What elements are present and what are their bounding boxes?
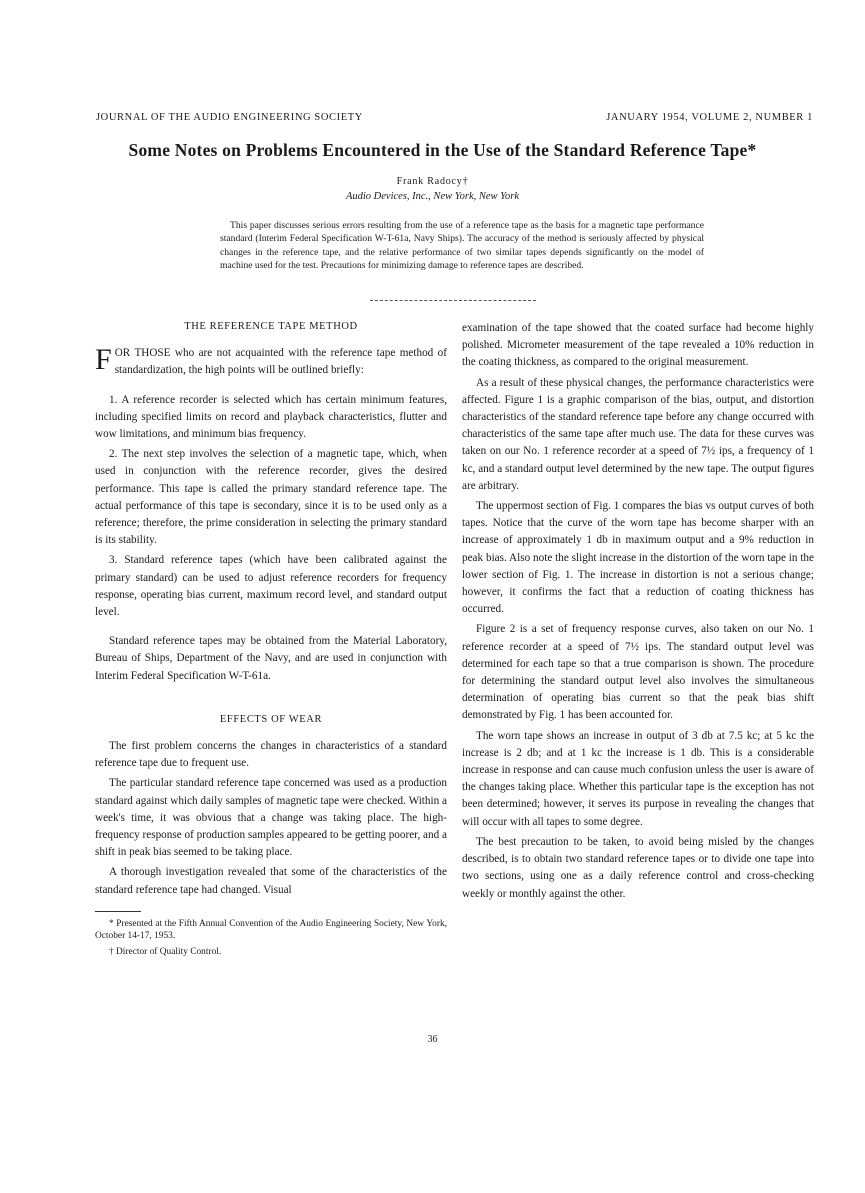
article-title: Some Notes on Problems Encountered in the Use of the Standard Reference Tape* <box>128 140 757 160</box>
right-column <box>462 320 814 906</box>
footnote-author: † Director of Quality Control. <box>109 946 222 957</box>
abstract: This paper discusses serious errors resulting from the use of a reference tape as the basis for a magnetic tape performance standard (Interim Federal Specification W-T-61a, Navy Ships). The accuracy of the method is seriously affected by physical changes in the reference tape, and the relative performance of two similar tapes depends significantly on the model of machine used for the test. Precautions for minimizing damage to reference tapes are described. <box>220 220 704 272</box>
body-paragraph: The first problem concerns the changes in characteristics of a standard reference tape due to frequent use. <box>95 740 447 770</box>
body-paragraph: Standard reference tapes may be obtained from the Material Laboratory, Bureau of Ships, Department of the Navy, and are used in conjunction with Interim Federal Specification W-T-61a. <box>95 635 447 682</box>
section-separator <box>370 300 536 302</box>
body-paragraph: Figure 2 is a set of frequency response curves, also taken on our No. 1 reference recorder at a speed of 7½ ips. The standard output level was determined for each tape so that a true comparison is shown. The procedure for determining the standard output level also involves the simultaneous determination of operating bias current so that the peak bias shift demonstrated by Fig. 1 has been accounted for. <box>462 623 814 722</box>
author-affiliation: Audio Devices, Inc., New York, New York <box>345 191 520 202</box>
body-paragraph: As a result of these physical changes, the performance characteristics were affected. Figure 1 is a graphic comparison of the bias, output, and distortion characteristics of the standard reference tape before any change occurred with characteristics of the same tape after much use. The data for these curves was taken on our No. 1 reference recorder at a speed of 7½ ips, a frequency of 1 kc, and a standard output level determined by the new tape. The output figures are arbitrary. <box>462 376 814 492</box>
issue-info: JANUARY 1954, VOLUME 2, NUMBER 1 <box>606 112 813 123</box>
running-head <box>96 112 813 123</box>
page-number: 36 <box>427 1034 438 1045</box>
footnote-presented: * Presented at the Fifth Annual Convention of the Audio Engineering Society, New York, October 14-17, 1953. <box>95 918 447 942</box>
intro-text: OR THOSE who are not acquainted with the reference tape method of standardization, the high points will be outlined briefly: <box>114 347 447 377</box>
list-item-3: 3. Standard reference tapes (which have been calibrated against the primary standard) can be used to adjust reference recorders for frequency response, operating bias current, maximum record level, and standard output level. <box>95 554 447 619</box>
list-item-1: 1. A reference recorder is selected which has certain minimum features, including specified limits on record and playback characteristics, flutter and wow limitations, and minimum bias frequency. <box>95 393 447 441</box>
left-column <box>95 318 447 961</box>
section-heading-effects-of-wear: EFFECTS OF WEAR <box>219 713 323 725</box>
section-heading-reference-tape-method: THE REFERENCE TAPE METHOD <box>184 321 358 332</box>
body-paragraph: The best precaution to be taken, to avoid being misled by the changes described, is to obtain two standard reference tapes or to divide one tape into two sections, using one as a daily reference control and cross-checking weekly or monthly against the other. <box>462 835 814 900</box>
body-paragraph: The uppermost section of Fig. 1 compares the bias vs output curves of both tapes. Notice that the curve of the worn tape has become sharper with an increase of approximately 1 db in maximum output and a 9% reduction in peak bias. Also note the slight increase in the distortion of the worn tape in the lower section of Fig. 1. The increase in distortion is not a serious change; however, it confirms the fact that a reduction of coating thickness has occurred. <box>462 500 814 616</box>
author-name: Frank Radocy† <box>396 176 469 187</box>
body-paragraph: The worn tape shows an increase in output of 3 db at 7.5 kc; at 5 kc the increase is 2 db; and at 1 kc the increase is 1 db. This is a considerable increase in response and can cause much confusion unless the user is aware of the changes taking place. Whether this particular tape is the exception has not been determined; however, it serves its purpose in revealing the changes that will occur with all tapes to some degree. <box>462 729 814 828</box>
body-paragraph: A thorough investigation revealed that some of the characteristics of the standard reference tape had changed. Visual <box>95 866 447 896</box>
body-paragraph: The particular standard reference tape concerned was used as a production standard against which daily samples of magnetic tape were checked. Within a week's time, it was obvious that a change was taking place. The high-frequency response of production samples appeared to be getting poorer, and a shift in peak bias seemed to be taking place. <box>95 777 447 859</box>
journal-name: JOURNAL OF THE AUDIO ENGINEERING SOCIETY <box>96 112 363 123</box>
intro-paragraph <box>95 345 447 379</box>
list-item-2: 2. The next step involves the selection of a magnetic tape, which, when used in conjunction with the reference recorder, gives the desired performance. This tape is called the primary standard reference tape. The actual performance of this tape is secondary, since it is to be used only as a reference; therefore, the prime consideration in selecting the primary standard is its stability. <box>95 448 447 547</box>
footnote-rule <box>95 911 141 912</box>
drop-cap: F <box>95 343 112 377</box>
body-paragraph: examination of the tape showed that the coated surface had become highly polished. Micrometer measurement of the tape revealed a 10% reduction in the coating thickness, as compared to the original measurement. <box>462 322 814 369</box>
